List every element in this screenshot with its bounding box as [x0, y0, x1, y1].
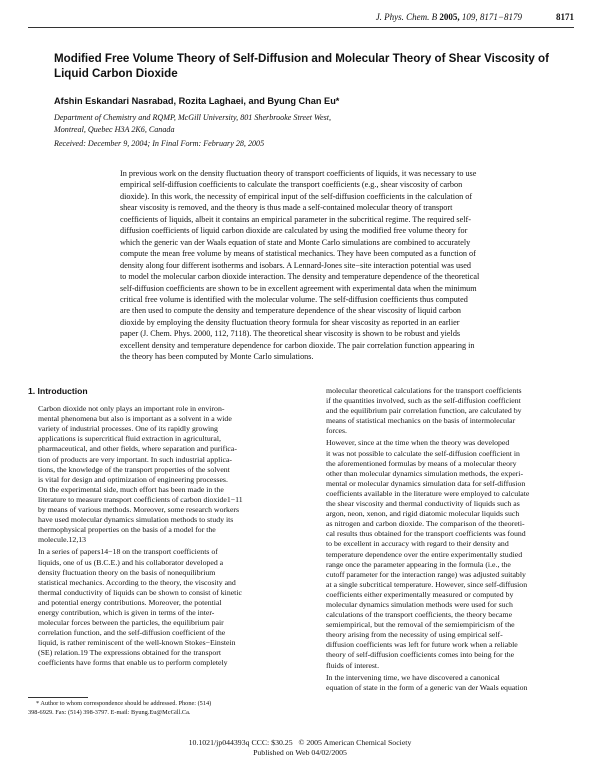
header-rule	[28, 27, 574, 28]
body-paragraph	[316, 386, 572, 436]
footnote-line: 398-6929. Fax: (514) 398-3797. E-mail: Byung.Eu@McGill.Ca.	[28, 708, 191, 716]
page-footer	[0, 738, 600, 758]
body-line: the shear viscosity and thermal conductivity of liquids such as	[326, 499, 520, 509]
body-line: diffusion coefficients was left for future work when a reliable	[326, 640, 518, 650]
abstract-line: compute the mean free volume by means of statistical mechanics. They have been computed as a function of	[120, 249, 476, 259]
body-line: In a series of papers14−18 on the transport coefficients of	[38, 547, 218, 557]
body-line: as nitrogen and carbon dioxide. The comparison of the theoreti-	[326, 519, 525, 529]
abstract-line: dioxide by employing the density fluctuation theory formula for shear viscosity as reported in an earlier	[120, 317, 460, 327]
body-line: calculations of the transport coefficients, the theory became	[326, 610, 513, 620]
author-list: Afshin Eskandari Nasrabad, Rozita Laghaei, and Byung Chan Eu*	[54, 96, 340, 106]
body-line: temperature dependence over the entire experimentally studied	[326, 549, 523, 559]
body-line: means of statistical mechanics on the basis of intermolecular	[326, 416, 516, 426]
body-line: fluids of interest.	[326, 660, 380, 670]
body-line: have used molecular dynamics simulation methods to study its	[38, 515, 234, 525]
body-line: other than molecular dynamics simulation methods, the experi-	[326, 468, 524, 478]
abstract-line: paper (J. Chem. Phys. 2000, 112, 7118). The theoretical shear viscosity is shown to be robust and yields	[120, 329, 461, 339]
received-dates: Received: December 9, 2004; In Final Form: February 28, 2005	[54, 139, 265, 148]
body-line: and potential energy contributions. Moreover, the potential	[38, 597, 222, 607]
body-line: tions, the knowledge of the transport properties of the solvent	[38, 464, 230, 474]
body-line: cal results thus obtained for the transport coefficients was found	[326, 529, 526, 539]
body-line: liquids, one of us (B.C.E.) and his collaborator developed a	[38, 557, 224, 567]
abstract-line: In previous work on the density fluctuation theory of transport coefficients of liquids, it was necessary to use	[120, 169, 477, 178]
body-line: mental phenomena but also is important as a solvent in a wide	[38, 414, 232, 424]
body-line: argon, neon, xenon, and rigid diatomic molecular liquids such	[326, 509, 520, 519]
article-title	[54, 51, 560, 81]
body-line: correlation function, and the self-diffusion coefficient of the	[38, 628, 226, 638]
running-header	[28, 12, 574, 26]
affiliation-line: Department of Chemistry and RQMP, McGill University, 801 Sherbrooke Street West,	[54, 113, 332, 122]
body-line: the aforementioned formulas by means of a molecular theory	[326, 458, 517, 468]
body-line: (SE) relation.19 The expressions obtained for the transport	[38, 648, 222, 658]
abstract-line: excellent density and temperature dependence for carbon dioxide. The pair correlation function appearing in	[120, 340, 475, 350]
right-column	[316, 386, 572, 695]
body-line: molecular forces between the particles, the equilibrium pair	[38, 618, 224, 628]
body-line: liquid, is rather reminiscent of the well-known Stokes−Einstein	[38, 638, 236, 648]
doi-line: 10.1021/jp044393q CCC: $30.25 © 2005 American Chemical Society	[188, 738, 412, 747]
body-line: is vital for design and optimization of engineering processes.	[38, 474, 228, 484]
section-heading: 1. Introduction	[28, 386, 88, 396]
left-column	[28, 386, 284, 671]
abstract-line: diffusion coefficients of liquid carbon dioxide are calculated by using the modified free volume theory for	[120, 226, 468, 236]
body-line: molecular dynamics simulation methods were used for such	[326, 599, 513, 609]
body-line: range once the parameter appearing in the formula (i.e., the	[326, 559, 511, 569]
body-line: it was not possible to calculate the self-diffusion coefficient in	[326, 448, 520, 458]
body-line: cutoff parameter for the interaction range) was adjusted suitably	[326, 569, 526, 579]
body-line: Carbon dioxide not only plays an important role in environ-	[38, 404, 225, 414]
body-line: semiempirical, but the removal of the semiempiricism of the	[326, 620, 515, 630]
body-paragraph	[28, 404, 284, 545]
body-line: at a single subcritical temperature. However, since self-diffusion	[326, 579, 528, 589]
body-line: theory arising from the necessity of using empirical self-	[326, 630, 503, 640]
body-line: On the experimental side, much effort has been made in the	[38, 484, 224, 494]
body-line: applications is supercritical fluid extraction in agricultural,	[38, 434, 221, 444]
body-line: variety of industrial processes. One of its rapidly growing	[38, 424, 218, 434]
body-line: mental or molecular dynamics simulation data for self-diffusion	[326, 478, 526, 488]
body-line: forces.	[326, 426, 347, 436]
abstract-line: which the generic van der Waals equation of state and Monte Carlo simulations are combined to accurately	[120, 237, 471, 247]
body-line: and the equilibrium pair correlation function, are calculated by	[326, 406, 522, 416]
body-line: by means of various methods. Moreover, some research workers	[38, 505, 240, 515]
body-line: theory of self-diffusion coefficients comes into being for the	[326, 650, 515, 660]
abstract-line: self-diffusion coefficients are shown to be in excellent agreement with experimental data when the minimum	[120, 283, 477, 293]
body-paragraph	[316, 438, 572, 670]
title-line: Modified Free Volume Theory of Self-Diffusion and Molecular Theory of Shear Viscosity of	[54, 52, 549, 65]
title-line: Liquid Carbon Dioxide	[54, 67, 178, 80]
body-line: statistical mechanics. According to the theory, the viscosity and	[38, 577, 236, 587]
body-line: density fluctuation theory on the basis of nonequilibrium	[38, 567, 216, 577]
page-number: 8171	[556, 12, 574, 22]
body-line: tion of products are very important. In such industrial applica-	[38, 454, 233, 464]
published-line: Published on Web 04/02/2005	[253, 748, 347, 757]
journal-citation: J. Phys. Chem. B 2005, 109, 8171−8179	[375, 12, 522, 22]
body-line: if the quantities involved, such as the self-diffusion coefficient	[326, 396, 521, 406]
body-line: molecule.12,13	[38, 535, 87, 545]
body-paragraph	[316, 673, 572, 693]
body-line: energy contribution, which is given in terms of the inter-	[38, 607, 215, 617]
abstract-line: to model the molecular carbon dioxide interaction. The density and temperature dependence of the theoretical	[120, 272, 480, 282]
abstract-line: shear viscosity is removed, and the theory is thus made a self-contained molecular theory of transport	[120, 203, 453, 213]
body-line: thermophysical properties on the basis of a model for the	[38, 525, 216, 535]
corresponding-author-footnote	[28, 700, 284, 717]
affiliation	[54, 112, 434, 135]
body-line: However, since at the time when the theory was developed	[326, 438, 510, 448]
abstract-line: the theory has been computed by Monte Carlo simulations.	[120, 352, 314, 362]
abstract-line: empirical self-diffusion coefficients to calculate the transport coefficients (e.g., shear viscosity of carbon	[120, 180, 463, 190]
abstract-line: dioxide). In this work, the necessity of empirical input of the self-diffusion coefficients in the calculation of	[120, 191, 473, 201]
body-line: equation of state in the form of a generic van der Waals equation	[326, 682, 528, 692]
body-line: molecular theoretical calculations for the transport coefficients	[326, 386, 522, 395]
body-line: thermal conductivity of liquids can be shown to consist of kinetic	[38, 587, 242, 597]
body-line: coefficients available in the literature were employed to calculate	[326, 488, 530, 498]
abstract-line: are then used to compute the density and temperature dependence of the shear viscosity of liquid carbon	[120, 306, 462, 316]
abstract-line: critical free volume is identified with the molecular volume. The self-diffusion coefficients thus computed	[120, 294, 468, 304]
body-line: coefficients either experimentally measured or computed by	[326, 589, 514, 599]
body-line: literature to measure transport coefficients of carbon dioxide1−11	[38, 494, 243, 504]
abstract-line: density along four different isotherms and isobars. A Lennard-Jones site−site interaction potential was used	[120, 260, 471, 270]
body-line: pharmaceutical, and other fields, where separation and purifica-	[38, 444, 237, 454]
abstract	[120, 168, 550, 363]
abstract-line: coefficients of liquids, albeit it contains an empirical parameter in the subcritical regime. The required self-	[120, 214, 471, 224]
footnote-line: * Author to whom correspondence should be addressed. Phone: (514)	[36, 700, 212, 707]
affiliation-line: Montreal, Quebec H3A 2K6, Canada	[54, 124, 175, 134]
body-line: to be excellent in accuracy with regard to their density and	[326, 539, 509, 549]
footnote-rule	[28, 697, 88, 698]
body-line: coefficients have forms that enable us to perform completely	[38, 658, 228, 668]
body-line: In the intervening time, we have discovered a canonical	[326, 672, 500, 682]
body-paragraph	[28, 547, 284, 668]
